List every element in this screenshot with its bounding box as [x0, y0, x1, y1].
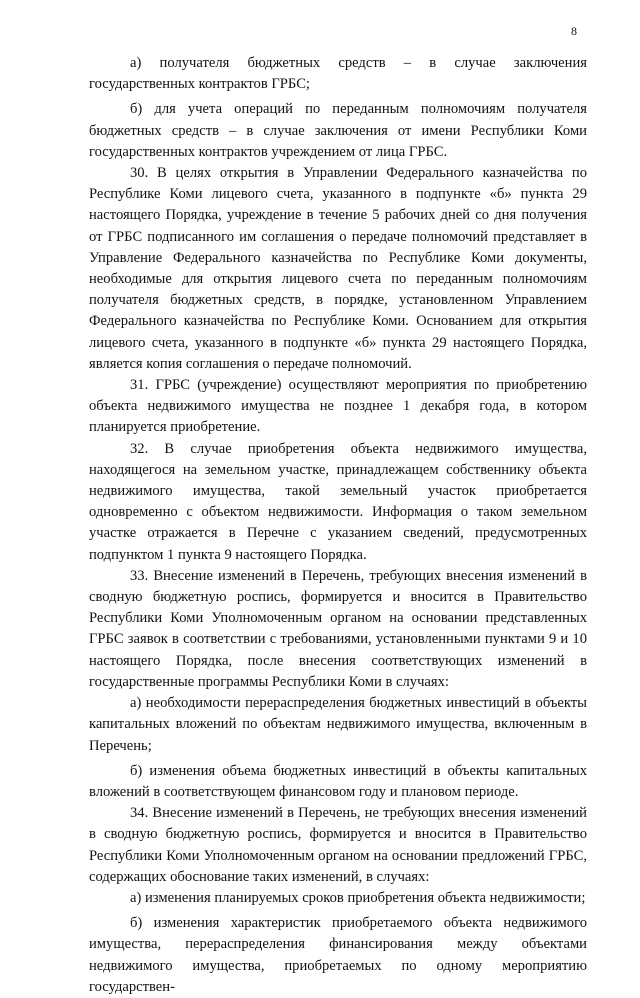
paragraph-33: 33. Внесение изменений в Перечень, требующих внесения изменений в сводную бюджетную роспись, формируется и вносится в Правительство Республики Коми Уполномоченным органом на основании представленных ГРБС заявок в соответствии с требованиями, установленными пунктами 9 и 10 настоящего Порядка, после внесения соответствующих изменений в государственные программы Республики Коми в случаях:	[89, 567, 587, 690]
paragraph-29a: а) получателя бюджетных средств – в случае заключения государственных контрактов ГРБС;	[89, 55, 587, 93]
paragraph-30: 30. В целях открытия в Управлении Федерального казначейства по Республике Коми лицевого счета, указанного в подпункте «б» пункта 29 настоящего Порядка, учреждение в течение 5 рабочих дней со дня получения от ГРБС подписанного им соглашения о передаче полномочий представляет в Управление Федерального казначейства по Республике Коми документы, необходимые для открытия лицевого счета по переданным полномочиям получателя бюджетных средств, в порядке, установленном Управлением Федерального казначейства по Республике Коми. Основанием для открытия лицевого счета, указанного в подпункте «б» пункта 29 настоящего Порядка, является копия соглашения о передаче полномочий.	[89, 165, 587, 372]
paragraph-34a: а) изменения планируемых сроков приобретения объекта недвижимости;	[130, 889, 586, 906]
document-body	[89, 53, 587, 998]
paragraph-33a: а) необходимости перераспределения бюджетных инвестиций в объекты капитальных вложений по объектам недвижимого имущества, включенным в Перечень;	[89, 695, 587, 754]
paragraph-29b: б) для учета операций по переданным полномочиям получателя бюджетных средств – в случае заключения от имени Республики Коми государственных контрактов учреждением от лица ГРБС.	[89, 101, 587, 160]
paragraph-34: 34. Внесение изменений в Перечень, не требующих внесения изменений в сводную бюджетную роспись, формируется и вносится в Правительство Республики Коми Уполномоченным органом на основании предложений ГРБС, содержащих обоснование таких изменений, в случаях:	[89, 805, 587, 885]
paragraph-32: 32. В случае приобретения объекта недвижимого имущества, находящегося на земельном участке, принадлежащем собственнику объекта недвижимого имущества, такой земельный участок приобретается одновременно с объектом недвижимости. Информация о таком земельном участке отражается в Перечне с указанием сведений, предусмотренных подпунктом 1 пункта 9 настоящего Порядка.	[89, 440, 587, 563]
paragraph-31: 31. ГРБС (учреждение) осуществляют мероприятия по приобретению объекта недвижимого имущества не позднее 1 декабря года, в котором планируется приобретение.	[89, 377, 587, 436]
paragraph-34b: б) изменения характеристик приобретаемого объекта недвижимого имущества, перераспределения финансирования между объектами недвижимого имущества, приобретаемых по одному мероприятию государствен-	[89, 915, 587, 995]
paragraph-33b: б) изменения объема бюджетных инвестиций в объекты капитальных вложений в соответствующем финансовом году и плановом периоде.	[89, 762, 587, 800]
page-number: 8	[571, 24, 577, 38]
